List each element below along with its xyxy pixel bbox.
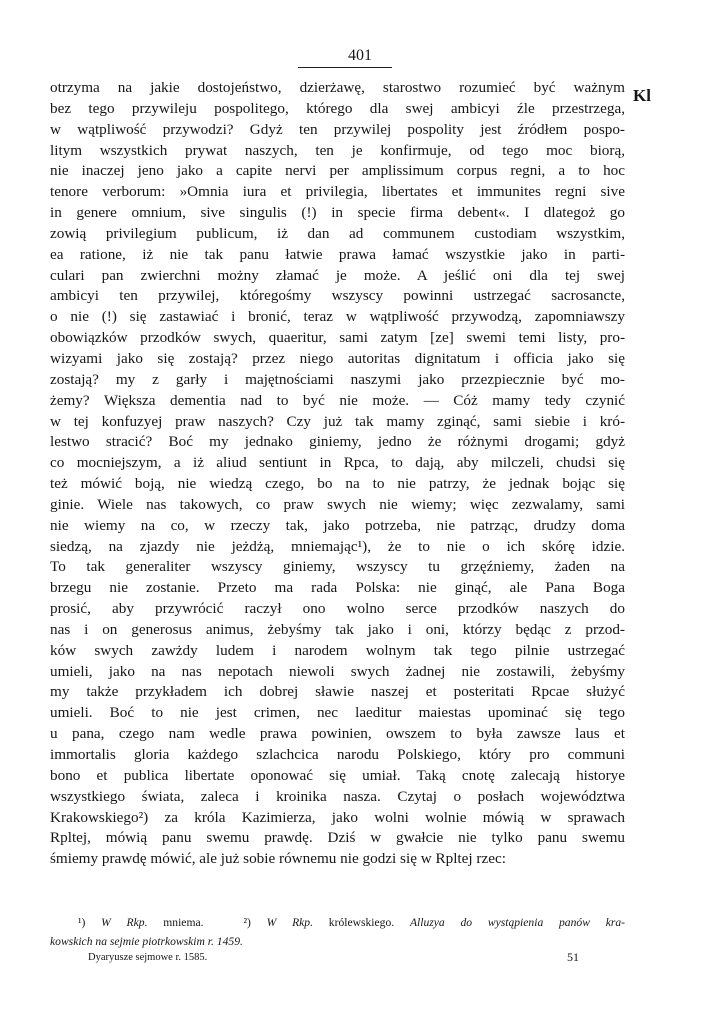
text-line: brzegu nie zostanie. Przeto ma rada Polska: nie ginąć, ale Pana Boga [50, 579, 625, 597]
page-number-text: 401 [348, 47, 372, 64]
text-line: culari pan zwierchni możny złamać je może. A jeślić oni dla tej swej [50, 266, 625, 284]
footnote-1-text: mniema. [163, 916, 204, 929]
footnote-2-source: W Rkp. [266, 916, 313, 929]
text-line: obowiązków przodków swych, quaeritur, sami zatym [ze] swemi temi listy, pro- [50, 329, 625, 347]
text-line: in genere omnium, sive singulis (!) in specie firma debent«. I dlategoż go [50, 204, 625, 222]
footnote-line-1 [50, 913, 625, 932]
text-line: Krakowskiego²) za króla Kazimierza, jako wolni wolnie mówią w sprawach [50, 808, 625, 826]
text-line: To tak generaliter wszyscy giniemy, wszyscy tu grzęźniemy, żaden na [50, 558, 625, 576]
footnote-2-note-continued: kowskich na sejmie piotrkowskim r. 1459. [50, 935, 243, 948]
text-line: nie inaczej jeno jako a capite nervi per amplissimum corpus regni, a to hoc [50, 162, 625, 180]
footnote-line-2 [50, 932, 625, 951]
text-line: prosić, aby przywrócić raczył ono wolno serce przodków naszych do [50, 600, 625, 618]
text-line: litym wszystkich prywat naszych, ten je konfirmuje, od tego moc biorą, [50, 141, 625, 159]
margin-note: Kl [633, 86, 651, 105]
text-line: umieli, jako na nas nepotach niewoli swych żadnej nie zostawili, żebyśmy [50, 662, 625, 680]
footnote-2-note: Alluzya do wystąpienia panów kra- [409, 916, 625, 929]
text-line: ków swych zawżdy ludem i narodem wolnym tak tego pilnie ustrzegać [50, 641, 625, 659]
text-line: zowią privilegium publicum, iż dan ad communem custodiam wszystkim, [50, 224, 625, 242]
footnote-2-text: królewskiego. [328, 916, 395, 929]
text-line: ginie. Wiele nas takowych, co praw swych nie wiemy; więc zezwalamy, sami [50, 495, 625, 513]
text-line: ambicyi ten przywilej, któregośmy wszyscy powinni ustrzegać sacrosancte, [50, 287, 625, 305]
footnote-2-marker: ²) [243, 916, 251, 929]
footnote-1-marker: ¹) [78, 916, 86, 929]
text-line: żemy? Większa dementia nad to być nie może. — Cóż mamy tedy czynić [50, 391, 625, 409]
text-line: wszystkiego świata, zaleca i kroinika nasza. Czytaj o posłach województwa [50, 787, 625, 805]
text-line: bez tego przywileju pospolitego, którego dla swej ambicyi źle przestrzega, [50, 99, 625, 117]
text-line: u pana, czego nam wedle prawa powinien, owszem to była zawsze laus et [50, 725, 625, 743]
text-line: śmiemy prawdę mówić, ale już sobie równemu nie godzi się w Rpltej rzec: [50, 850, 506, 868]
text-line: wizyami jako się zostają? przez niego autoritas dignitatum i officia jako się [50, 349, 625, 367]
text-line: my także przykładem ich dobrej sławie naszej et posteritati Rpcae służyć [50, 683, 625, 701]
text-line: bono et publica libertate oponować się umiał. Taką cnotę zalecają historye [50, 766, 625, 784]
text-line: zostają? my z garły i majętnościami naszymi jako przezpiecznie być mo- [50, 370, 625, 388]
text-line: immortalis gloria każdego szlachcica narodu Polskiego, który pro communi [50, 746, 625, 763]
text-line: też mówić boją, nie wiedzą czego, bo na to nie patrzy, że jednak bojąc się [50, 475, 625, 493]
printer-signature: Dyaryusze sejmowe r. 1585. [88, 952, 208, 963]
text-line: w wątpliwość przywodzi? Gdyż ten przywilej pospolity jest źródłem pospo- [50, 120, 625, 138]
text-line: w tej konfuzyej praw naszych? Czy już tak mamy zginąć, sami siebie i kró- [50, 412, 625, 430]
text-line: lestwo stracić? Boć my jednako giniemy, jedno że różnymi drogami; gdyż [50, 433, 625, 451]
main-text [50, 78, 625, 870]
text-line: co mocniejszym, a iż aliud sentiunt in Rpca, to dają, aby milczeli, chudsi się [50, 454, 625, 472]
page-number-rule [298, 67, 392, 68]
text-line: nie wiemy na co, w rzeczy tak, jako potrzeba, nie patrząc, drudzy doma [50, 516, 625, 534]
footnote-1-source: W Rkp. [101, 916, 148, 929]
text-line: Rpltej, mówią panu swemu prawdę. Dziś w gwałcie nie tylko panu swemu [50, 829, 625, 847]
text-line: umieli. Boć to nie jest crimen, nec laeditur maiestas upominać się tego [50, 704, 625, 722]
footnotes [50, 913, 625, 951]
text-line: tenore verborum: »Omnia iura et privilegia, libertates et immunites regni sive [50, 183, 625, 201]
page-number [0, 47, 720, 65]
text-line: o nie (!) się zastawiać i bronić, teraz w wątpliwość przywodzą, zapomniawszy [50, 308, 625, 326]
text-line: nas i on generosus animus, żebyśmy tak jako i oni, którzy będąc z przod- [50, 620, 625, 638]
text-line: siedzą, na zjazdy nie jeżdżą, mniemając¹), że to nie o ich skórę idzie. [50, 537, 625, 555]
text-line: ea ratione, iż nie tak panu łatwie prawa łamać wszystkie jako in parti- [50, 245, 625, 263]
sheet-number: 51 [567, 950, 579, 964]
text-line: otrzyma na jakie dostojeństwo, dzierżawę, starostwo rozumieć być ważnym [50, 79, 625, 96]
